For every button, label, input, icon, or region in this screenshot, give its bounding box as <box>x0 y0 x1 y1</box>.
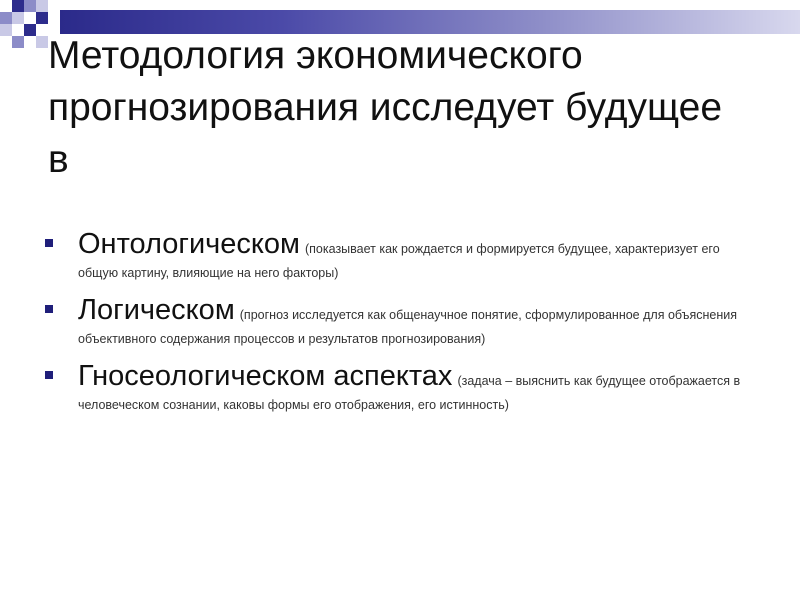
aspect-note: (прогноз исследуется как общенаучное понятие, сформулированное для объяснения объективного содержания процессов и результатов прогнозирования) <box>78 308 737 346</box>
aspect-list <box>40 226 760 424</box>
checker-square-icon <box>12 0 24 12</box>
list-item <box>40 358 760 416</box>
square-bullet-icon <box>45 371 53 379</box>
aspect-note: (задача – выяснить как будущее отображается в человеческом сознании, каковы формы его отображения, его истинность) <box>78 374 741 412</box>
aspect-term: Логическом <box>78 294 235 326</box>
list-item <box>40 226 760 284</box>
checker-square-icon <box>36 12 48 24</box>
checker-square-icon <box>36 0 48 12</box>
aspect-term: Онтологическом <box>78 228 300 260</box>
checker-square-icon <box>0 12 12 24</box>
checker-square-icon <box>12 36 24 48</box>
checker-square-icon <box>24 24 36 36</box>
checker-square-icon <box>12 12 24 24</box>
square-bullet-icon <box>45 305 53 313</box>
checker-square-icon <box>24 0 36 12</box>
aspect-note: (показывает как рождается и формируется будущее, характеризует его общую картину, влияющие на него факторы) <box>78 242 720 280</box>
checker-square-icon <box>0 24 12 36</box>
slide-title: Методология экономического прогнозирования исследует будущее в <box>48 34 723 181</box>
square-bullet-icon <box>45 239 53 247</box>
list-item <box>40 292 760 350</box>
aspect-term: Гносеологическом аспектах <box>78 360 453 392</box>
checker-square-icon <box>36 36 48 48</box>
